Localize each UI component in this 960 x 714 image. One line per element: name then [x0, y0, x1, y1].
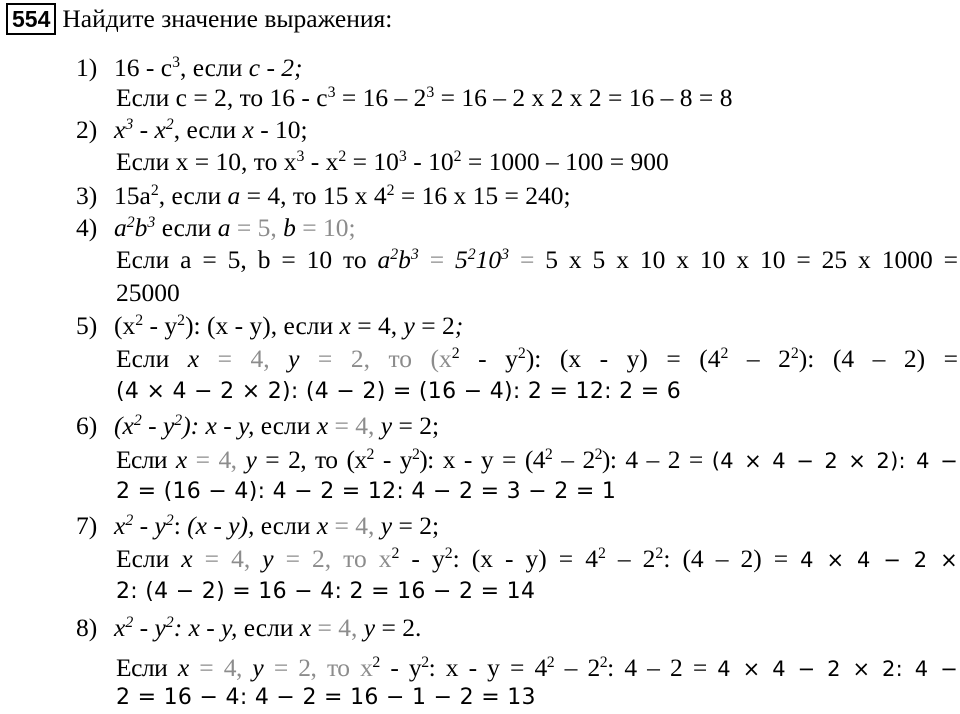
item-1-solution: Если c = 2, то $16 - c^3 = 16 - 2^3 = 16 - 2$ x 2 x 2 = 16 – 8 = 8	[116, 83, 733, 112]
item-6-math: 2 = (16 − 4): 4 − 2 = 12: 4 − 2 = 3 − 2 = 1	[116, 479, 617, 504]
item-label-3: 3)	[76, 181, 98, 210]
item-label-7: 7)	[76, 511, 98, 540]
item-label-1: 1)	[76, 53, 98, 82]
item-7-task: $x^2 - y^2$: (x - y), если x = 4, y = 2;	[114, 511, 440, 540]
item-label-8: 8)	[76, 613, 98, 642]
item-8-solution: Если x = 4, y = 2, то $x^2 - y^2$: $x - y = 4^2 - 2^2$: 4 – 2 = 4 × 4 − 2 × 2: 4 −	[116, 653, 958, 682]
item-8-math: 2 = 16 − 4: 4 − 2 = 16 − 1 − 2 = 13	[116, 685, 536, 710]
item-4-task: $a^2b^3$ если a = 5, b = 10;	[114, 213, 356, 242]
item-6-task: $(x^2 - y^2)$: x - y, если x = 4, y = 2;	[114, 411, 440, 440]
item-label-2: 2)	[76, 115, 98, 144]
item-8-task: $x^2 - y^2$: x - y, если x = 4, y = 2.	[114, 613, 422, 642]
item-5-math: (4 × 4 − 2 × 2): (4 − 2) = (16 − 4): 2 = 12: 2 = 6	[116, 379, 682, 404]
item-2-solution: Если x = 10, то $x^3 - x^2 = 10^3 - 10^2 = 1000 - 100 = 900$	[116, 147, 669, 176]
item-7-solution: Если x = 4, y = 2, то $x^2 - y^2$: $(x - y) = 4^2 - 2^2$: (4 – 2) = 4 × 4 − 2 ×	[116, 544, 958, 573]
item-label-6: 6)	[76, 411, 98, 440]
item-1-task: $16 - c^3$, если c - 2;	[114, 53, 303, 82]
exercise-header	[6, 2, 392, 36]
item-label-5: 5)	[76, 311, 98, 340]
item-4-solution: Если a = 5, b = 10 то $a^2b^3 = 5^210^3 = 5$ x 5 x 10 x 10 x 10 = 25 x 1000 =	[116, 245, 958, 274]
item-5-task: $(x^2 - y^2)$: (x - y), если x = 4, y = 2;	[114, 311, 464, 340]
item-label-4: 4)	[76, 213, 98, 242]
item-6-solution: Если x = 4, y = 2, то $(x^2 - y^2)$: $x - y = (4^2 - 2^2)$: 4 – 2 = (4 × 4 − 2 × 2): 4 −	[116, 445, 958, 474]
item-2-task: $x^3 - x^2$, если x - 10;	[114, 115, 308, 144]
item-3-task: $15a^2$, если a = 4, то 15 x $4^2 = 16$ x 15 = 240;	[114, 181, 571, 210]
item-7-math: 2: (4 − 2) = 16 − 4: 2 = 16 − 2 = 14	[116, 579, 536, 604]
item-4-result: 25000	[116, 278, 180, 307]
exercise-title: Найдите значение выражения:	[62, 4, 393, 33]
item-5-solution: Если x = 4, y = 2, то $(x^2 - y^2)$: $(x - y) = (4^2 - 2^2)$: (4 – 2) =	[116, 344, 958, 373]
exercise-number: 554	[6, 3, 56, 35]
